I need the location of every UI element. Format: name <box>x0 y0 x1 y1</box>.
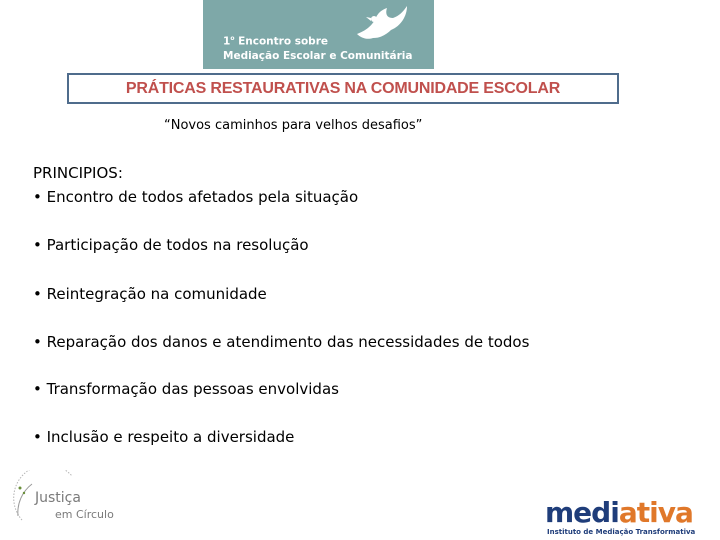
mediativa-tagline: Instituto de Mediação Transformativa <box>547 528 696 536</box>
subtitle: “Novos caminhos para velhos desafios” <box>164 118 423 133</box>
justica-em-circulo-logo <box>12 470 132 530</box>
event-banner <box>203 0 434 69</box>
principles-heading: PRINCIPIOS: <box>33 164 123 182</box>
list-item: • Encontro de todos afetados pela situação <box>33 188 359 206</box>
list-item: • Participação de todos na resolução <box>33 236 309 254</box>
banner-line1: 1$^o$ Encontro sobre <box>223 35 328 48</box>
logo-left-line2: em Círculo <box>55 508 114 521</box>
list-item: • Reintegração na comunidade <box>33 285 267 303</box>
page-title: PRÁTICAS RESTAURATIVAS NA COMUNIDADE ESCOLAR <box>125 79 561 97</box>
list-item: • Inclusão e respeito a diversidade <box>33 428 295 446</box>
mediativa-logo <box>545 498 715 540</box>
logo-left-line1: Justiça <box>35 490 81 506</box>
banner-text <box>223 32 412 63</box>
list-item: • Reparação dos danos e atendimento das necessidades de todos <box>33 333 530 351</box>
banner-line2: Mediação Escolar e Comunitária <box>223 49 413 62</box>
page-title-box <box>67 73 619 104</box>
mediativa-wordmark: mediativa <box>545 496 693 529</box>
list-item: • Transformação das pessoas envolvidas <box>33 380 339 398</box>
